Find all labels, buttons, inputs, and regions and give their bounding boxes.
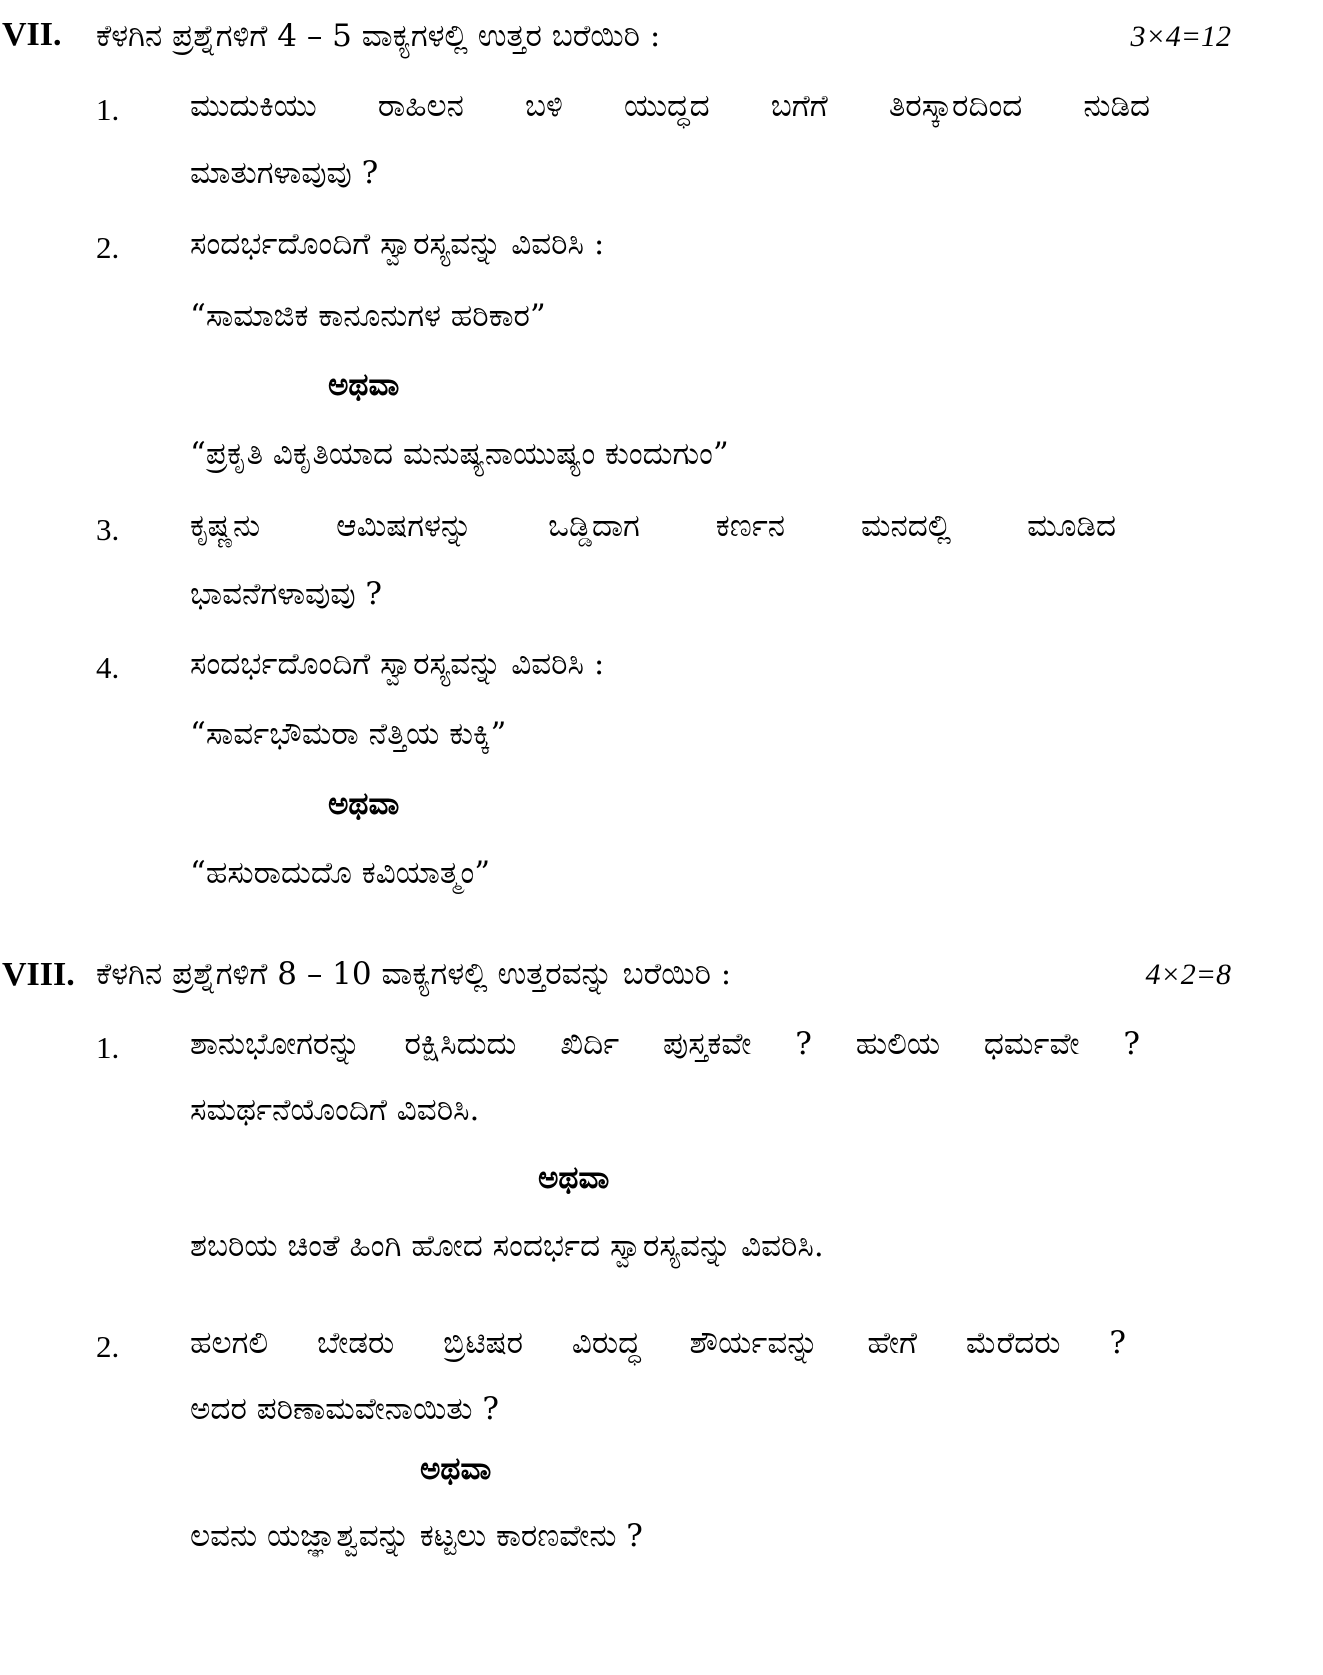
question-text-line: ಭಾವನೆಗಳಾವುವು ? (190, 576, 383, 612)
alt-quote-text: “ಹಸುರಾದುದೊ ಕವಿಯಾತ್ಮಂ” (190, 855, 491, 891)
quote-text: “ಸಾಮಾಜಿಕ ಕಾನೂನುಗಳ ಹರಿಕಾರ” (190, 298, 546, 334)
section-number: VII. (2, 16, 62, 53)
question-number: 1. (96, 92, 120, 127)
alt-question-text: ಲವನು ಯಜ್ಞಾಶ್ವವನ್ನು ಕಟ್ಟಲು ಕಾರಣವೇನು ? (190, 1518, 643, 1554)
alt-question-text: ಶಬರಿಯ ಚಿಂತೆ ಹಿಂಗಿ ಹೋದ ಸಂದರ್ಭದ ಸ್ವಾರಸ್ಯವನ್ನು ವಿವರಿಸಿ. (190, 1228, 824, 1264)
question-text-line: ಅದರ ಪರಿಣಾಮವೇನಾಯಿತು ? (190, 1391, 500, 1427)
or-label: ಅಥವಾ (328, 786, 400, 822)
question-text-line: ಹಲಗಲಿ ಬೇಡರು ಬ್ರಿಟಿಷರ ವಿರುದ್ಧ ಶೌರ್ಯವನ್ನು ಹೇಗೆ ಮೆರೆದರು ? (190, 1325, 1126, 1361)
question-text-line: ಸಂದರ್ಭದೊಂದಿಗೆ ಸ್ವಾರಸ್ಯವನ್ನು ವಿವರಿಸಿ : (190, 226, 605, 262)
question-text-line: ಸಮರ್ಥನೆಯೊಂದಿಗೆ ವಿವರಿಸಿ. (190, 1092, 480, 1128)
quote-text: “ಸಾರ್ವಭೌಮರಾ ನೆತ್ತಿಯ ಕುಕ್ಕಿ” (190, 716, 507, 752)
question-text-line: ಕೃಷ್ಣನು ಆಮಿಷಗಳನ್ನು ಒಡ್ಡಿದಾಗ ಕರ್ಣನ ಮನದಲ್ಲಿ ಮೂಡಿದ (190, 508, 1116, 544)
question-number: 4. (96, 650, 120, 685)
question-number: 3. (96, 512, 120, 547)
section-marks: 4×2=8 (1145, 958, 1231, 991)
or-label: ಅಥವಾ (420, 1451, 492, 1487)
section-instruction: ಕೆಳಗಿನ ಪ್ರಶ್ನೆಗಳಿಗೆ 8 – 10 ವಾಕ್ಯಗಳಲ್ಲಿ ಉತ್ತರವನ್ನು ಬರೆಯಿರಿ : (96, 956, 732, 992)
section-marks: 3×4=12 (1130, 20, 1231, 53)
or-label: ಅಥವಾ (328, 367, 400, 403)
question-number: 2. (96, 230, 120, 265)
section-number: VIII. (2, 956, 75, 993)
question-text-line: ಮುದುಕಿಯು ರಾಹಿಲನ ಬಳಿ ಯುದ್ಧದ ಬಗೆಗೆ ತಿರಸ್ಕಾರದಿಂದ ನುಡಿದ (190, 88, 1150, 124)
question-number: 1. (96, 1030, 120, 1065)
question-text-line: ಮಾತುಗಳಾವುವು ? (190, 155, 379, 191)
section-instruction: ಕೆಳಗಿನ ಪ್ರಶ್ನೆಗಳಿಗೆ 4 – 5 ವಾಕ್ಯಗಳಲ್ಲಿ ಉತ್ತರ ಬರೆಯಿರಿ : (96, 18, 661, 54)
question-number: 2. (96, 1329, 120, 1364)
alt-quote-text: “ಪ್ರಕೃತಿ ವಿಕೃತಿಯಾದ ಮನುಷ್ಯನಾಯುಷ್ಯಂ ಕುಂದುಗುಂ” (190, 436, 729, 472)
question-text-line: ಶಾನುಭೋಗರನ್ನು ರಕ್ಷಿಸಿದುದು ಖಿರ್ದಿ ಪುಸ್ತಕವೇ ? ಹುಲಿಯ ಧರ್ಮವೇ ? (190, 1026, 1140, 1062)
or-label: ಅಥವಾ (538, 1160, 610, 1196)
question-text-line: ಸಂದರ್ಭದೊಂದಿಗೆ ಸ್ವಾರಸ್ಯವನ್ನು ವಿವರಿಸಿ : (190, 646, 605, 682)
